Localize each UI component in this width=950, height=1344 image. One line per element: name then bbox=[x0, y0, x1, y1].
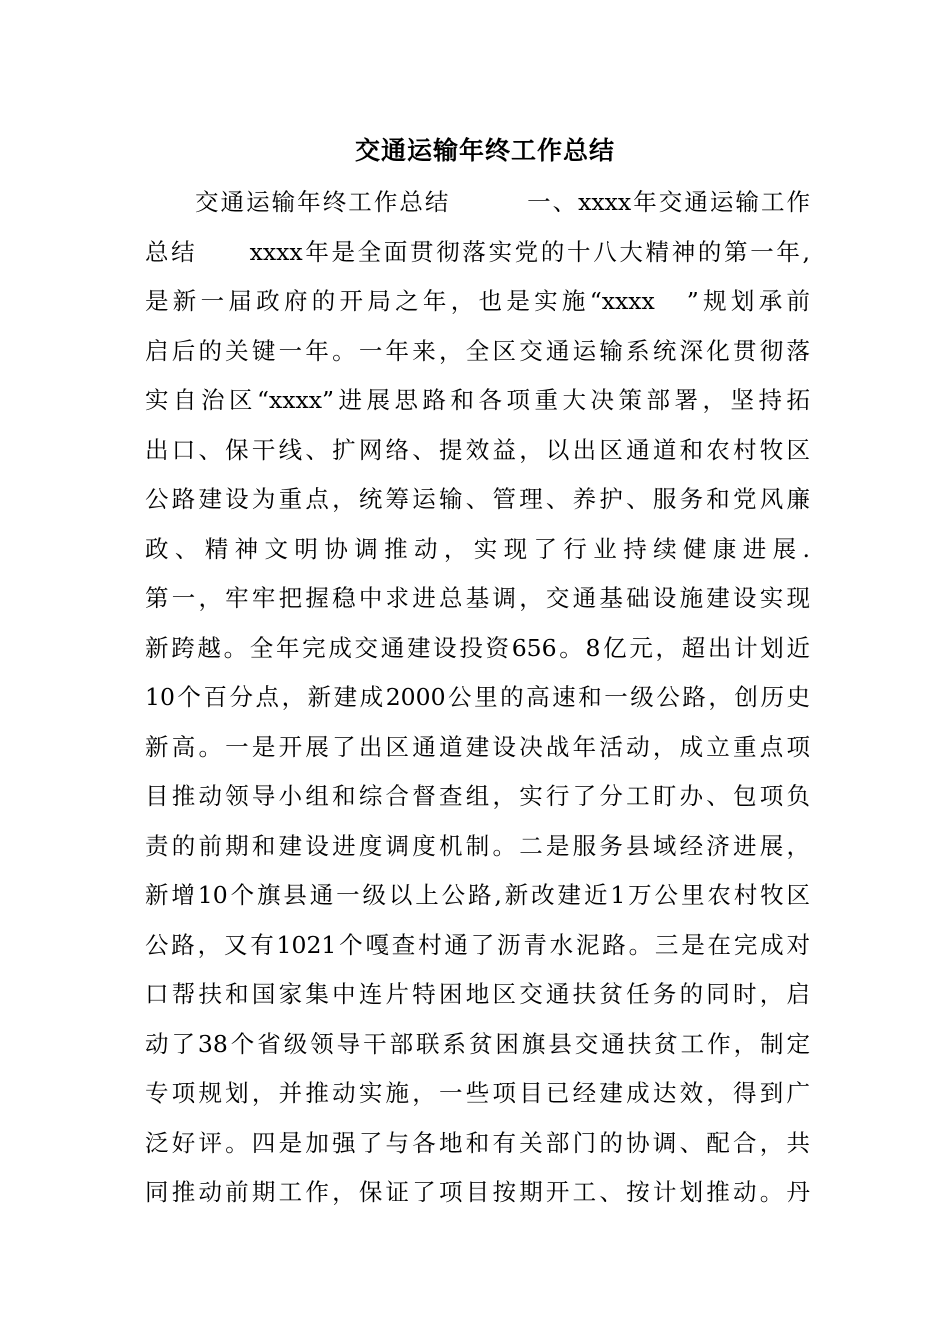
body-line: 第一，牢牢把握稳中求进总基调，交通基础设施建设实现 bbox=[145, 584, 810, 612]
body-line: 口帮扶和国家集中连片特困地区交通扶贫任务的同时，启 bbox=[145, 980, 810, 1008]
body-line: 新增10个旗县通一级以上公路,新改建近1万公里农村牧区 bbox=[145, 881, 810, 909]
body-line: 责的前期和建设进度调度机制。二是服务县域经济进展， bbox=[145, 831, 810, 860]
body-line: 实自治区“xxxx”进展思路和各项重大决策部署，坚持拓 bbox=[145, 386, 810, 414]
body-line: 启后的关键一年。一年来，全区交通运输系统深化贯彻落 bbox=[145, 336, 810, 365]
body-line: 同推动前期工作，保证了项目按期开工、按计划推动。丹 bbox=[145, 1178, 810, 1206]
body-line: 政、精神文明协调推动，实现了行业持续健康进展. bbox=[145, 534, 810, 563]
document-body bbox=[145, 178, 810, 1218]
body-line: 公路建设为重点，统筹运输、管理、养护、服务和党风廉 bbox=[145, 485, 810, 513]
body-line: 10个百分点，新建成2000公里的高速和一级公路，创历史 bbox=[145, 683, 810, 711]
body-line: 新高。一是开展了出区通道建设决战年活动，成立重点项 bbox=[145, 732, 810, 761]
body-line: 泛好评。四是加强了与各地和有关部门的协调、配合，共 bbox=[145, 1128, 810, 1157]
body-line: 新跨越。全年完成交通建设投资656。8亿元，超出计划近 bbox=[145, 633, 810, 662]
body-line: 出口、保干线、扩网络、提效益，以出区通道和农村牧区 bbox=[145, 435, 810, 464]
body-line: 专项规划，并推动实施，一些项目已经建成达效，得到广 bbox=[145, 1079, 810, 1107]
body-line: 交通运输年终工作总结 一、xxxx年交通运输工作 bbox=[195, 188, 810, 216]
body-line: 目推动领导小组和综合督查组，实行了分工盯办、包项负 bbox=[145, 782, 810, 810]
body-line: 公路，又有1021个嘎查村通了沥青水泥路。三是在完成对 bbox=[145, 930, 810, 959]
body-line: 总结 xxxx年是全面贯彻落实党的十八大精神的第一年, bbox=[145, 237, 810, 266]
document-title: 交通运输年终工作总结 bbox=[354, 136, 615, 165]
body-line: 是新一届政府的开局之年，也是实施“xxxx ”规划承前 bbox=[145, 287, 810, 315]
body-line: 动了38个省级领导干部联系贫困旗县交通扶贫工作，制定 bbox=[145, 1029, 810, 1058]
